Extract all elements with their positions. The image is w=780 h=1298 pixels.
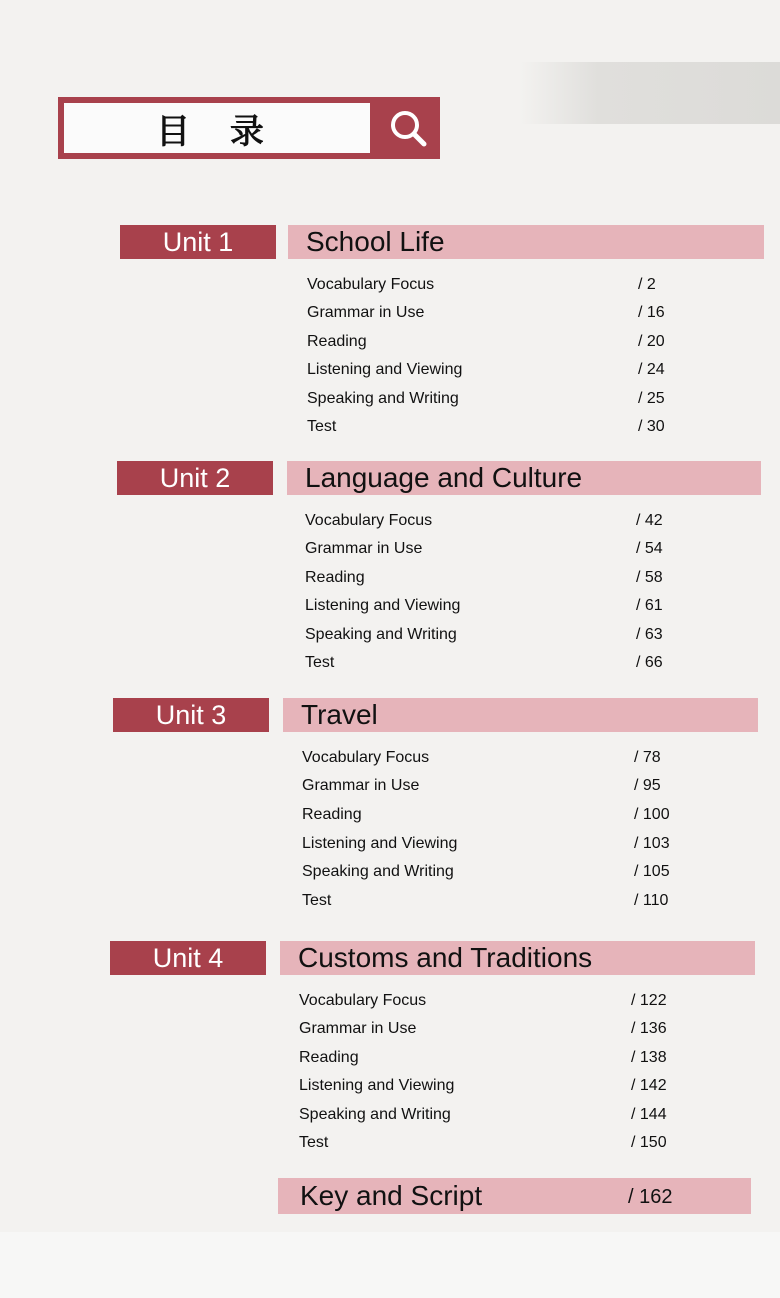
toc-page-number: / 103: [634, 835, 670, 852]
toc-item[interactable]: Reading: [299, 1049, 359, 1066]
toc-item[interactable]: Test: [305, 654, 335, 671]
toc-page-number: / 66: [636, 654, 663, 671]
unit-title: Language and Culture: [287, 461, 761, 495]
toc-page-number: / 95: [634, 777, 661, 794]
toc-page-number: / 122: [631, 992, 667, 1009]
toc-page-number: / 142: [631, 1077, 667, 1094]
toc-page-number: / 42: [636, 512, 663, 529]
search-icon: [381, 103, 435, 153]
toc-page-number: / 20: [638, 333, 665, 350]
toc-item[interactable]: Reading: [302, 806, 362, 823]
unit-title: Travel: [283, 698, 758, 732]
toc-page-number: / 25: [638, 390, 665, 407]
toc-page-number: / 16: [638, 304, 665, 321]
toc-item[interactable]: Speaking and Writing: [307, 390, 459, 407]
corner-decoration: [520, 62, 780, 124]
toc-item[interactable]: Vocabulary Focus: [302, 749, 430, 766]
toc-item[interactable]: Test: [302, 892, 332, 909]
toc-item[interactable]: Listening and Viewing: [299, 1077, 455, 1094]
toc-page-number: / 2: [638, 276, 656, 293]
toc-item[interactable]: Vocabulary Focus: [307, 276, 435, 293]
toc-page-number: / 63: [636, 626, 663, 643]
toc-item[interactable]: Listening and Viewing: [302, 835, 458, 852]
page-bottom-margin: [0, 1232, 780, 1298]
toc-item[interactable]: Grammar in Use: [299, 1020, 417, 1037]
toc-page-number: / 136: [631, 1020, 667, 1037]
toc-item[interactable]: Grammar in Use: [307, 304, 425, 321]
toc-page-number: / 110: [634, 892, 669, 909]
toc-page-number: / 100: [634, 806, 670, 823]
toc-page-number: / 61: [636, 597, 663, 614]
unit-label: Unit 1: [120, 225, 276, 259]
toc-item[interactable]: Speaking and Writing: [299, 1106, 451, 1123]
toc-item[interactable]: Vocabulary Focus: [299, 992, 427, 1009]
key-and-script-page-number: / 162: [628, 1186, 673, 1208]
toc-item[interactable]: Speaking and Writing: [302, 863, 454, 880]
toc-page-number: / 150: [631, 1134, 667, 1151]
toc-item[interactable]: Reading: [305, 569, 365, 586]
toc-item[interactable]: Speaking and Writing: [305, 626, 457, 643]
toc-item[interactable]: Listening and Viewing: [307, 361, 463, 378]
toc-item[interactable]: Reading: [307, 333, 367, 350]
unit-label: Unit 4: [110, 941, 266, 975]
toc-page-number: / 138: [631, 1049, 667, 1066]
toc-page-number: / 54: [636, 540, 663, 557]
toc-header-banner: [58, 97, 440, 159]
toc-item[interactable]: Vocabulary Focus: [305, 512, 433, 529]
toc-item[interactable]: Listening and Viewing: [305, 597, 461, 614]
toc-item[interactable]: Test: [307, 418, 337, 435]
toc-page-number: / 144: [631, 1106, 667, 1123]
toc-page-number: / 105: [634, 863, 670, 880]
toc-page-number: / 24: [638, 361, 665, 378]
toc-item[interactable]: Test: [299, 1134, 329, 1151]
toc-item[interactable]: Grammar in Use: [305, 540, 423, 557]
unit-label: Unit 2: [117, 461, 273, 495]
toc-page-number: / 78: [634, 749, 661, 766]
toc-page-number: / 58: [636, 569, 663, 586]
toc-heading: 目 录: [64, 103, 370, 153]
key-and-script-title[interactable]: Key and Script: [278, 1178, 751, 1214]
unit-title: Customs and Traditions: [280, 941, 755, 975]
unit-label: Unit 3: [113, 698, 269, 732]
toc-page-number: / 30: [638, 418, 665, 435]
toc-item[interactable]: Grammar in Use: [302, 777, 420, 794]
unit-title: School Life: [288, 225, 764, 259]
